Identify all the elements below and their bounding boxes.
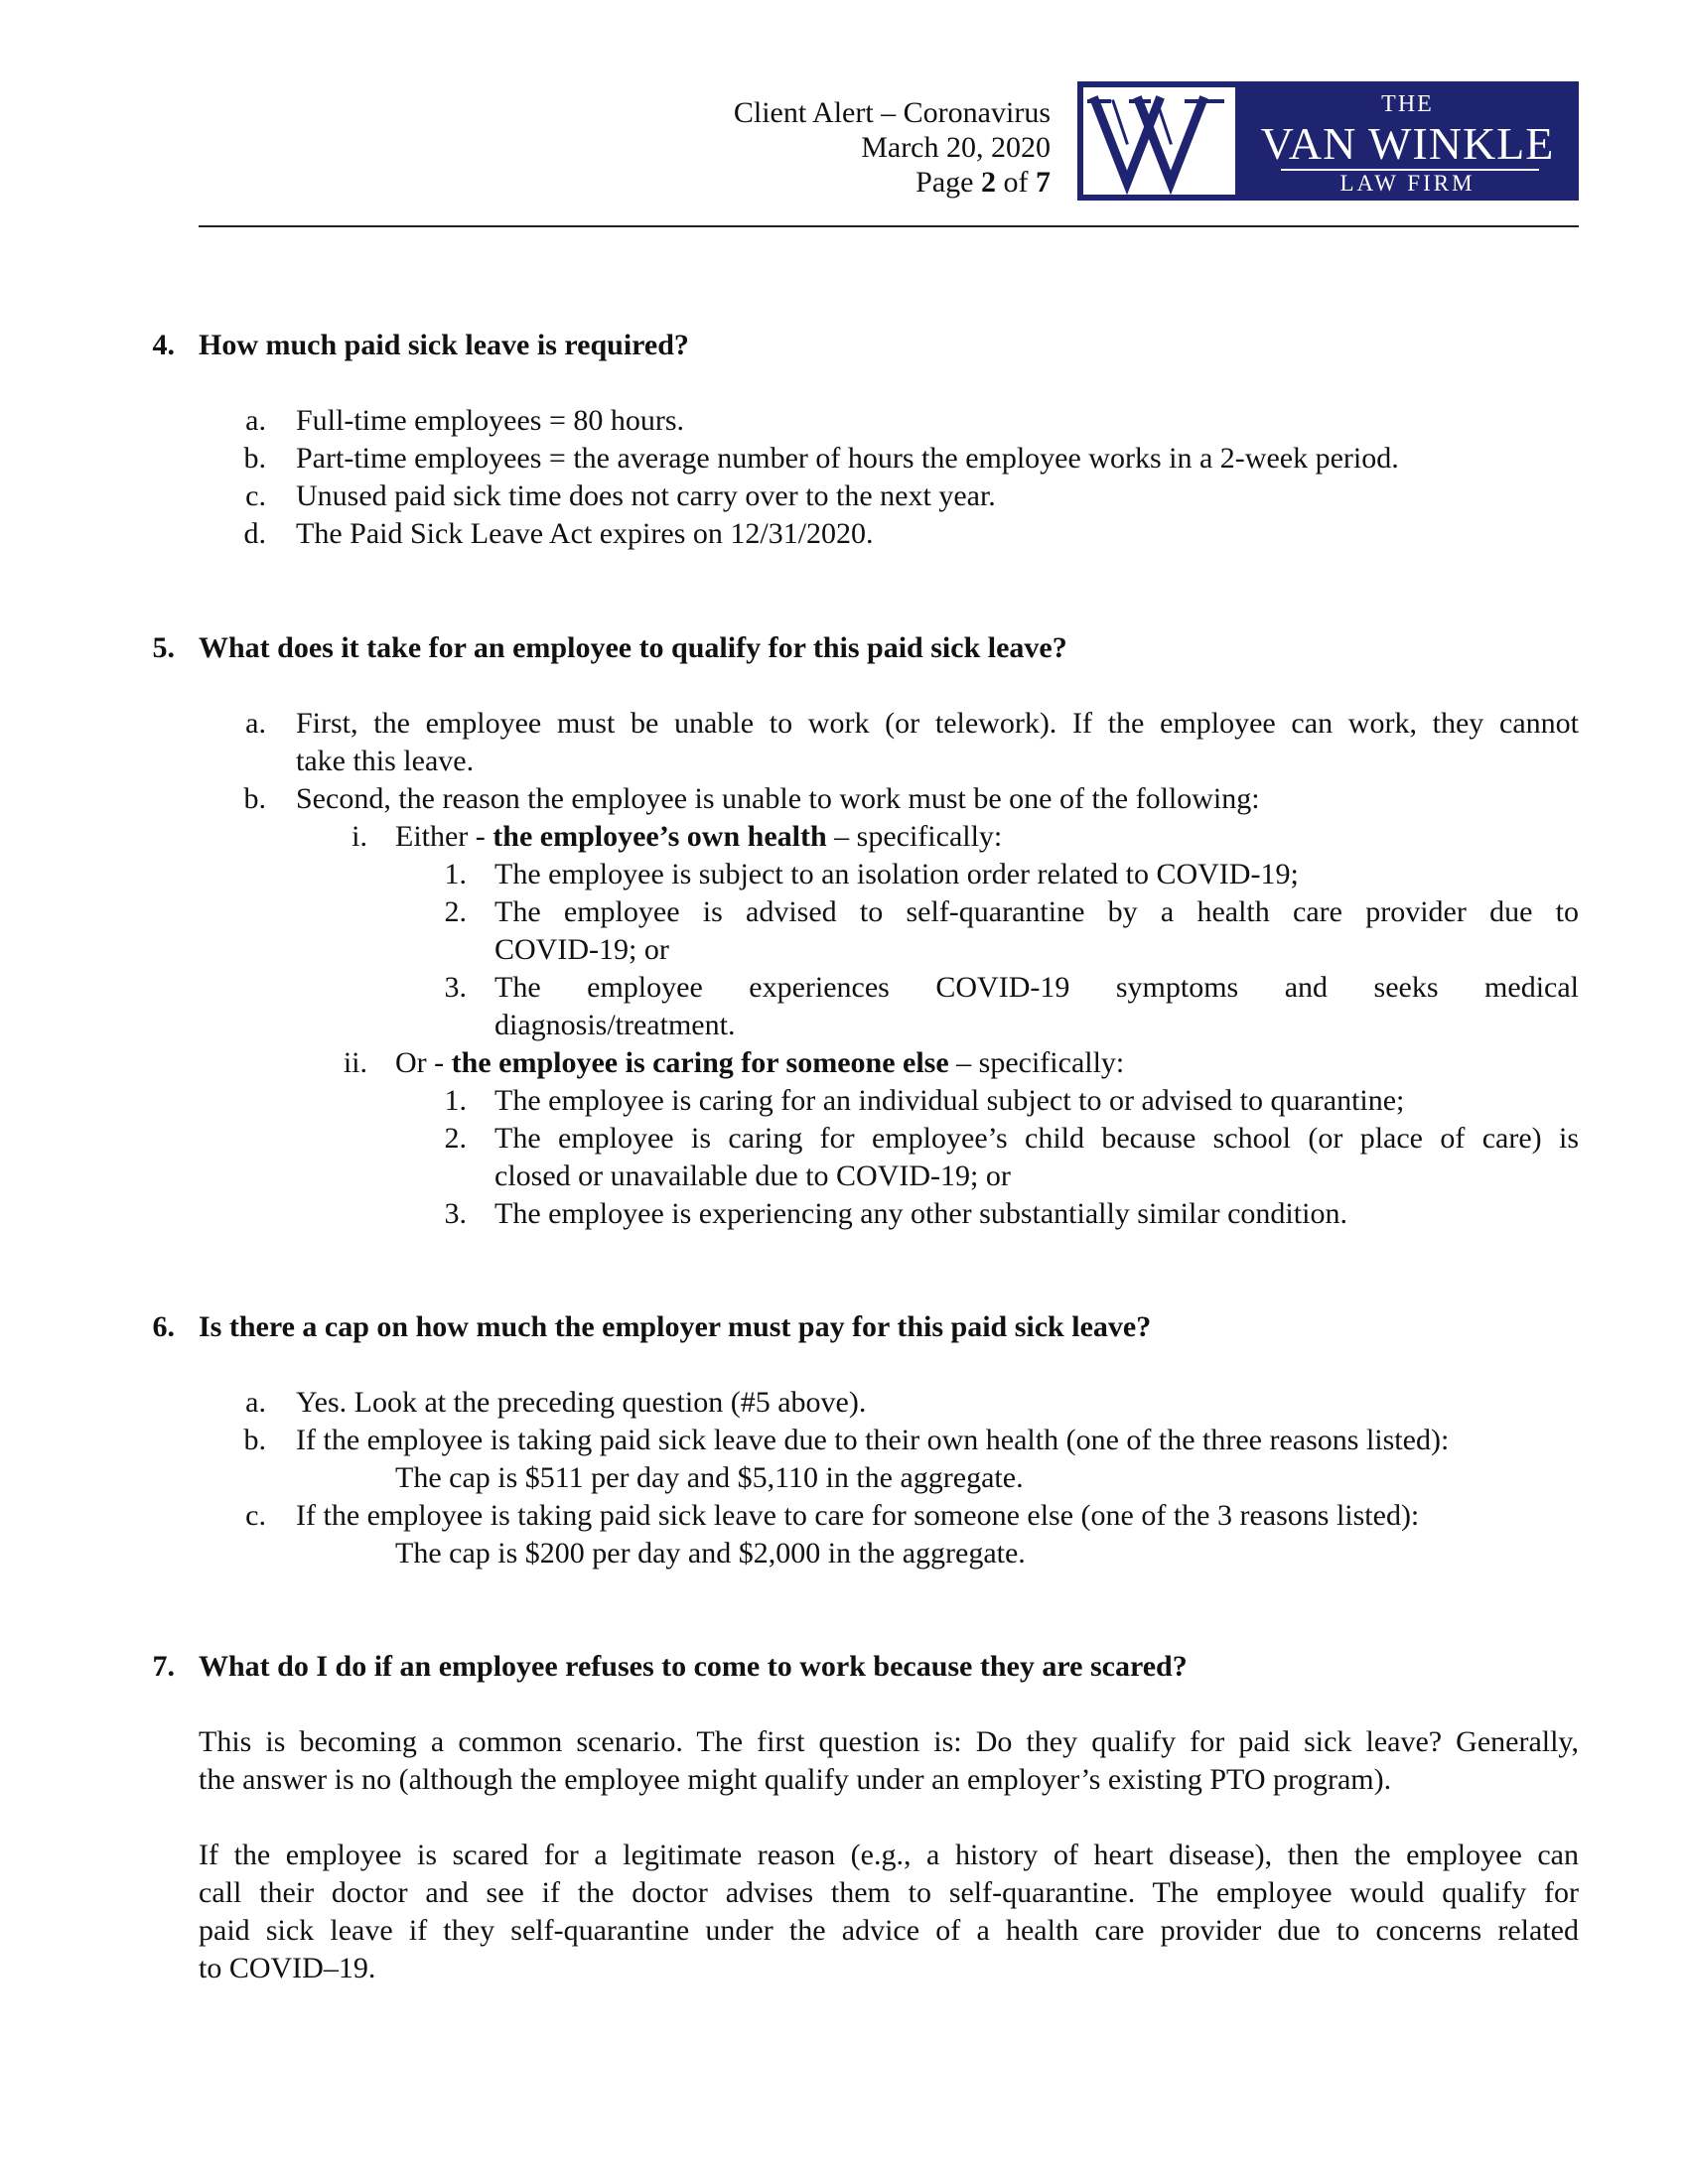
q7-paragraph-2-line: call their doctor and see if the doctor advises them to self-quarantine. The employee would qualify for [199, 1876, 1579, 1909]
q7-heading: What do I do if an employee refuses to come to work because they are scared? [199, 1650, 1188, 1683]
q5-i-item-text: The employee is advised to self-quarantine by a health care provider due to [494, 895, 1579, 928]
q6-c-text: If the employee is taking paid sick leave to care for someone else (one of the 3 reasons listed): [296, 1499, 1420, 1532]
q6-a-text: Yes. Look at the preceding question (#5 above). [296, 1386, 867, 1419]
q4-item-text: Unused paid sick time does not carry over to the next year. [296, 479, 996, 512]
q6-b-label: b. [243, 1424, 266, 1456]
q5-i-label: i. [352, 820, 367, 853]
logo-subtitle: LAW FIRM [1339, 171, 1476, 196]
q7-paragraph-2-line: paid sick leave if they self-quarantine under the advice of a health care provider due to concerns related [199, 1914, 1579, 1947]
q4-item-text: Part-time employees = the average number of hours the employee works in a 2-week period. [296, 442, 1399, 475]
q5-i-item-text-cont: COVID-19; or [494, 933, 669, 966]
q5-i-item-text: The employee is subject to an isolation order related to COVID-19; [494, 858, 1299, 890]
q5-number: 5. [152, 631, 175, 664]
q7-paragraph-1-line: the answer is no (although the employee might qualify under an employer’s existing PTO program). [199, 1763, 1392, 1796]
q6-b-cap: The cap is $511 per day and $5,110 in the aggregate. [395, 1461, 1024, 1494]
q6-heading: Is there a cap on how much the employer must pay for this paid sick leave? [199, 1310, 1152, 1343]
header-alert-title: Client Alert – Coronavirus [733, 96, 1051, 129]
q5-i-item-label: 1. [444, 858, 467, 890]
q5-ii-item-label: 1. [444, 1084, 467, 1117]
q5-ii-item-label: 3. [444, 1197, 467, 1230]
header-page-number: Page 2 of 7 [915, 166, 1051, 199]
q5-a-text-line2: take this leave. [296, 745, 475, 777]
q5-ii-label: ii. [343, 1046, 367, 1079]
logo-the: THE [1381, 91, 1434, 117]
q7-paragraph-2-line: to COVID–19. [199, 1952, 376, 1984]
q5-ii-item-text: The employee is experiencing any other substantially similar condition. [494, 1197, 1347, 1230]
header-info [734, 95, 1051, 200]
vw-monogram-icon [1083, 87, 1235, 195]
q5-ii-item-text-cont: closed or unavailable due to COVID-19; or [494, 1160, 1011, 1192]
q5-ii-text: Or - the employee is caring for someone else – specifically: [395, 1046, 1125, 1079]
firm-logo [1077, 81, 1579, 201]
q4-item-label: a. [245, 404, 266, 437]
q6-a-label: a. [245, 1386, 266, 1419]
q4-item-label: b. [243, 442, 266, 475]
q5-ii-item-text: The employee is caring for an individual subject to or advised to quarantine; [494, 1084, 1405, 1117]
q5-i-item-label: 3. [444, 971, 467, 1004]
q6-c-cap: The cap is $200 per day and $2,000 in the aggregate. [395, 1537, 1026, 1570]
q4-number: 4. [152, 329, 175, 361]
q5-i-item-label: 2. [444, 895, 467, 928]
q5-ii-item-text: The employee is caring for employee’s child because school (or place of care) is [494, 1122, 1579, 1155]
header-date: March 20, 2020 [861, 131, 1051, 164]
q6-c-label: c. [245, 1499, 266, 1532]
q6-number: 6. [152, 1310, 175, 1343]
q5-b-label: b. [243, 782, 266, 815]
q5-i-item-text: The employee experiences COVID-19 symptoms and seeks medical [494, 971, 1579, 1004]
q5-i-text: Either - the employee’s own health – specifically: [395, 820, 1003, 853]
q5-b-text: Second, the reason the employee is unable to work must be one of the following: [296, 782, 1260, 815]
q5-i-item-text-cont: diagnosis/treatment. [494, 1009, 736, 1041]
q4-item-label: d. [243, 517, 266, 550]
q5-a-text-line1: First, the employee must be unable to work (or telework). If the employee can work, they cannot [296, 707, 1579, 740]
q4-item-text: Full-time employees = 80 hours. [296, 404, 685, 437]
q5-a-label: a. [245, 707, 266, 740]
q5-ii-item-label: 2. [444, 1122, 467, 1155]
header-divider [199, 225, 1579, 227]
q5-heading: What does it take for an employee to qualify for this paid sick leave? [199, 631, 1067, 664]
logo-firm-name: VAN WINKLE [1260, 118, 1555, 169]
q4-item-text: The Paid Sick Leave Act expires on 12/31/2020. [296, 517, 874, 550]
q7-paragraph-2-line: If the employee is scared for a legitimate reason (e.g., a history of heart disease), then the employee can [199, 1839, 1579, 1871]
q7-paragraph-1-line: This is becoming a common scenario. The first question is: Do they qualify for paid sick leave? Generally, [199, 1725, 1579, 1758]
q7-number: 7. [152, 1650, 175, 1683]
q6-b-text: If the employee is taking paid sick leave due to their own health (one of the three reasons listed): [296, 1424, 1450, 1456]
q4-heading: How much paid sick leave is required? [199, 329, 689, 361]
q4-item-label: c. [245, 479, 266, 512]
